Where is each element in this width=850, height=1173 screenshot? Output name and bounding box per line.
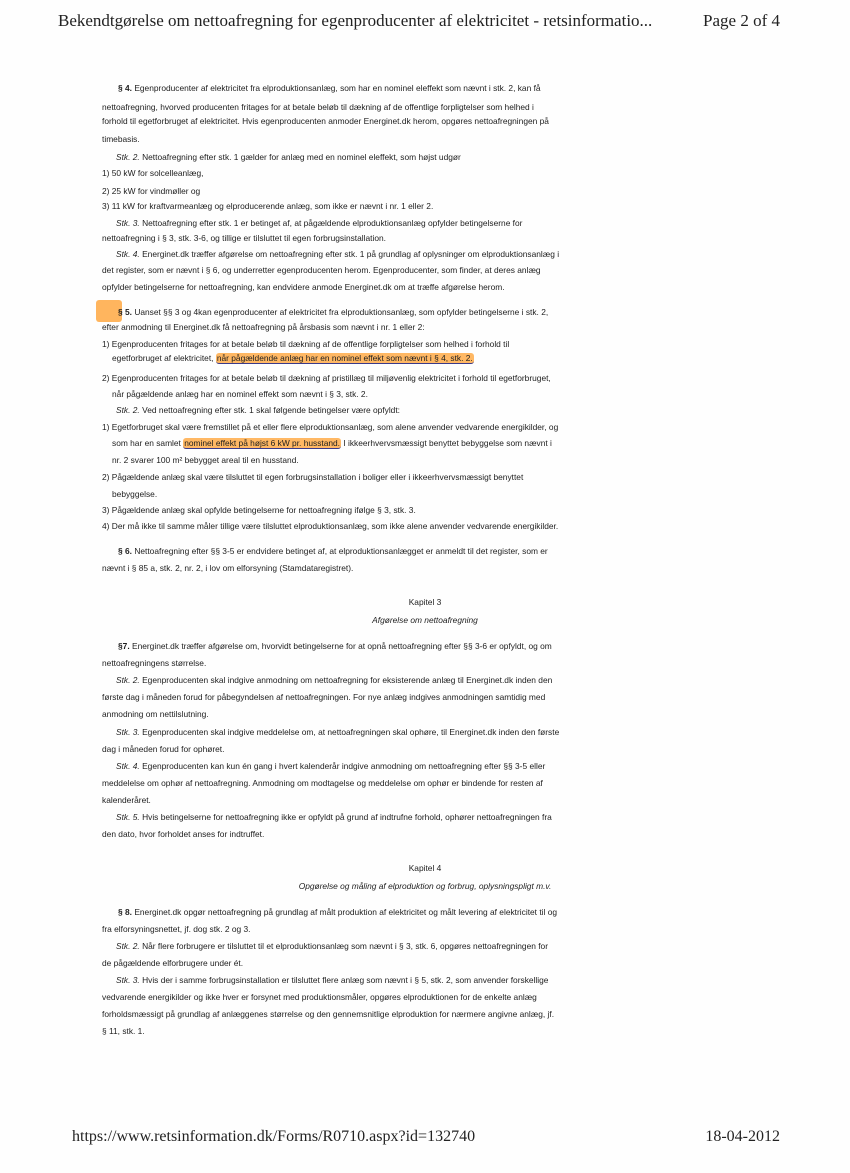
section-4-stk4-line-2: det register, som er nævnt i § 6, og underretter egenproducenten herom. Egenproducenter, som finder, at deres anlæg <box>102 265 541 275</box>
section-6-line-1 <box>118 546 548 557</box>
section-7-stk4-line-3: kalenderåret. <box>102 795 151 805</box>
section-8-stk3-line-3: forholdsmæssigt på grundlag af anlæggenes størrelse og den gennemsnitlige elproduktion for nærmere angivne anlæg, jf. <box>102 1009 555 1019</box>
stk-label: Stk. 3. <box>116 218 140 228</box>
page-header-page-number: Page 2 of 4 <box>703 11 780 30</box>
section-4-stk4-line-3: opfylder betingelserne for nettoafregning, kan endvidere anmode Energinet.dk om at træffe afgørelse herom. <box>102 282 505 292</box>
section-7-stk5-line-2: den dato, hvor forholdet anses for indtruffet. <box>102 829 265 839</box>
section-7-stk4 <box>116 761 545 772</box>
stk-label: Stk. 4. <box>116 249 140 259</box>
section-4-text: Egenproducenter af elektricitet fra elproduktionsanlæg, som har en nominel eleffekt som nævnt i stk. 2, kan få <box>134 83 541 93</box>
section-7-stk3-line-2: dag i måneden forud for ophøret. <box>102 744 225 754</box>
section-4-stk2-item-2: 2) 25 kW for vindmøller og <box>102 186 201 196</box>
chapter-3-title: Kapitel 3 <box>408 597 442 607</box>
section-8-text: Energinet.dk opgør nettoafregning på grundlag af målt produktion af elektricitet og målt levering af elektricitet til og <box>134 907 558 917</box>
section-5-line-1 <box>118 307 548 318</box>
section-7-stk2-line-2: første dag i måneden forud for påbegyndelsen af nettoafregningen. For nye anlæg indgives anmodningen samtidig med <box>102 692 546 702</box>
plain-text: I ikkeerhvervsmæssigt benyttet bebyggelse som nævnt i <box>343 438 552 448</box>
section-6-number: § 6. <box>118 546 132 556</box>
section-8-stk3-line-2: vedvarende energikilder og ikke hver er forsynet med produktionsmåler, opgøres elproduktionen for de enkelte anlæg <box>102 992 537 1002</box>
stk-label: Stk. 3. <box>116 975 140 985</box>
section-5-item-1-line-1: 1) Egenproducenten fritages for at betale beløb til dækning af de offentlige forpligtelser som helhed i forhold til <box>102 339 510 349</box>
section-4-line-3: forhold til egetforbruget af elektricitet. Hvis egenproducenten anmoder Energinet.dk herom, opgøres nettoafregningen på <box>102 116 549 126</box>
section-8-line-2: fra elforsyningsnettet, jf. dog stk. 2 og 3. <box>102 924 251 934</box>
page-footer-url: https://www.retsinformation.dk/Forms/R0710.aspx?id=132740 <box>72 1128 476 1145</box>
section-7-line-2: nettoafregningens størrelse. <box>102 658 207 668</box>
section-5-item-1-line-2 <box>112 353 474 364</box>
chapter-4-subtitle: Opgørelse og måling af elproduktion og forbrug, oplysningspligt m.v. <box>298 881 552 891</box>
highlighted-text: nominel effekt på højst 6 kW pr. husstand. <box>184 438 341 448</box>
section-5-stk2-item-1-line-2 <box>112 438 552 449</box>
section-5-number: § 5. <box>118 307 132 317</box>
section-5-stk2-item-2-line-1: 2) Pågældende anlæg skal være tilsluttet til egen forbrugsinstallation i boliger eller i ikkeerhvervsmæssigt benyttet <box>102 472 524 482</box>
section-4-stk2-item-3: 3) 11 kW for kraftvarmeanlæg og elproducerende anlæg, som ikke er nævnt i nr. 1 eller 2. <box>102 201 434 211</box>
section-5-item-2-line-2: når pågældende anlæg har en nominel effekt som nævnt i § 3, stk. 2. <box>112 389 368 399</box>
stk-text: Egenproducenten kan kun én gang i hvert kalenderår indgive anmodning om nettoafregning efter §§ 3-5 eller <box>142 761 546 771</box>
section-5-stk2-item-4: 4) Der må ikke til samme måler tillige være tilsluttet elproduktionsanlæg, som ikke alene anvender vedvarende energikilder. <box>102 521 559 531</box>
chapter-3-subtitle: Afgørelse om nettoafregning <box>372 615 478 625</box>
section-7-stk3 <box>116 727 559 738</box>
section-8-stk2 <box>116 941 548 952</box>
section-5-text: Uanset §§ 3 og 4kan egenproducenter af elektricitet fra elproduktionsanlæg, som opfylder betingelserne i stk. 2, <box>134 307 549 317</box>
section-8-number: § 8. <box>118 907 132 917</box>
stk-text: Hvis betingelserne for nettoafregning ikke er opfyldt på grund af indtrufne forhold, ophører nettoafregningen fra <box>142 812 552 822</box>
stk-label: Stk. 2. <box>116 152 140 162</box>
section-6-line-2: nævnt i § 85 a, stk. 2, nr. 2, i lov om elforsyning (Stamdataregistret). <box>102 563 354 573</box>
section-4-stk3-line-2: nettoafregning i § 3, stk. 3-6, og tillige er tilsluttet til egen forbrugsinstallation. <box>102 233 386 243</box>
chapter-4-title: Kapitel 4 <box>408 863 442 873</box>
stk-label: Stk. 2. <box>116 675 140 685</box>
section-8-stk3-line-4: § 11, stk. 1. <box>102 1026 145 1036</box>
section-5-item-2-line-1: 2) Egenproducenten fritages for at betale beløb til dækning af pristillæg til miljøvenlig elektricitet i forhold til egetforbruget, <box>102 373 551 383</box>
stk-label: Stk. 4. <box>116 761 140 771</box>
section-4-stk4 <box>116 249 559 260</box>
plain-text: som har en samlet <box>112 438 181 448</box>
section-4-line-4: timebasis. <box>102 134 140 144</box>
section-5-stk2-item-1-line-1: 1) Egetforbruget skal være fremstillet på et eller flere elproduktionsanlæg, som alene anvender vedvarende energikilder, og <box>102 422 559 432</box>
section-5-stk2-item-2-line-2: bebyggelse. <box>112 489 158 499</box>
section-8-line-1 <box>118 907 557 918</box>
plain-text: egetforbruget af elektricitet, <box>112 353 214 363</box>
section-5-stk2-item-1-line-3: nr. 2 svarer 100 m² bebygget areal til en husstand. <box>112 455 299 465</box>
page-footer-date: 18-04-2012 <box>705 1128 780 1145</box>
section-4-line-1 <box>118 83 541 94</box>
section-6-text: Nettoafregning efter §§ 3-5 er endvidere betinget af, at elproduktionsanlægget er anmeldt til det register, som er <box>134 546 548 556</box>
page-header-title: Bekendtgørelse om nettoafregning for egenproducenter af elektricitet - retsinformatio... <box>58 11 653 30</box>
section-4-line-2: nettoafregning, hvorved producenten fritages for at betale beløb til dækning af de offentlige forpligtelser som helhed i <box>102 102 534 112</box>
stk-label: Stk. 2. <box>116 405 140 415</box>
section-8-stk3 <box>116 975 548 986</box>
stk-label: Stk. 5. <box>116 812 140 822</box>
section-7-stk5 <box>116 812 552 823</box>
section-4-stk3 <box>116 218 522 229</box>
section-4-number: § 4. <box>118 83 132 93</box>
section-5-stk2 <box>116 405 400 416</box>
stk-label: Stk. 2. <box>116 941 140 951</box>
section-5-line-2: efter anmodning til Energinet.dk få nettoafregning på årsbasis som nævnt i nr. 1 eller 2: <box>102 322 425 332</box>
section-7-stk4-line-2: meddelelse om ophør af nettoafregning. Anmodning om modtagelse og meddelelse om ophør er bindende for resten af <box>102 778 543 788</box>
section-8-stk2-line-2: de pågældende elforbrugere under ét. <box>102 958 244 968</box>
section-7-number: §7. <box>118 641 130 651</box>
stk-text: Nettoafregning efter stk. 1 gælder for anlæg med en nominel eleffekt, som højst udgør <box>142 152 461 162</box>
section-7-stk2-line-3: anmodning om nettilslutning. <box>102 709 209 719</box>
stk-text: Hvis der i samme forbrugsinstallation er tilsluttet flere anlæg som nævnt i § 5, stk. 2, som anvender forskellige <box>142 975 549 985</box>
highlighted-text: når pågældende anlæg har en nominel effekt som nævnt i § 4, stk. 2. <box>216 353 473 363</box>
stk-text: Nettoafregning efter stk. 1 er betinget af, at pågældende elproduktionsanlæg opfylder betingelserne for <box>142 218 523 228</box>
stk-text: Egenproducenten skal indgive meddelelse om, at nettoafregningen skal ophøre, til Energinet.dk inden den første <box>142 727 560 737</box>
section-7-text: Energinet.dk træffer afgørelse om, hvorvidt betingelserne for at opnå nettoafregning efter §§ 3-6 er opfyldt, og om <box>131 641 552 651</box>
section-4-stk2-item-1: 1) 50 kW for solcelleanlæg, <box>102 168 204 178</box>
section-4-stk2 <box>116 152 461 163</box>
section-7-line-1 <box>118 641 552 652</box>
stk-text: Når flere forbrugere er tilsluttet til et elproduktionsanlæg som nævnt i § 3, stk. 6, opgøres nettoafregningen for <box>142 941 549 951</box>
stk-text: Egenproducenten skal indgive anmodning om nettoafregning for eksisterende anlæg til Energinet.dk inden den <box>142 675 553 685</box>
stk-text: Ved nettoafregning efter stk. 1 skal følgende betingelser være opfyldt: <box>142 405 400 415</box>
stk-label: Stk. 3. <box>116 727 140 737</box>
stk-text: Energinet.dk træffer afgørelse om nettoafregning efter stk. 1 på grundlag af oplysninger om elproduktionsanlæg i <box>142 249 560 259</box>
section-5-stk2-item-3: 3) Pågældende anlæg skal opfylde betingelserne for nettoafregning ifølge § 3, stk. 3. <box>102 505 416 515</box>
section-7-stk2 <box>116 675 552 686</box>
